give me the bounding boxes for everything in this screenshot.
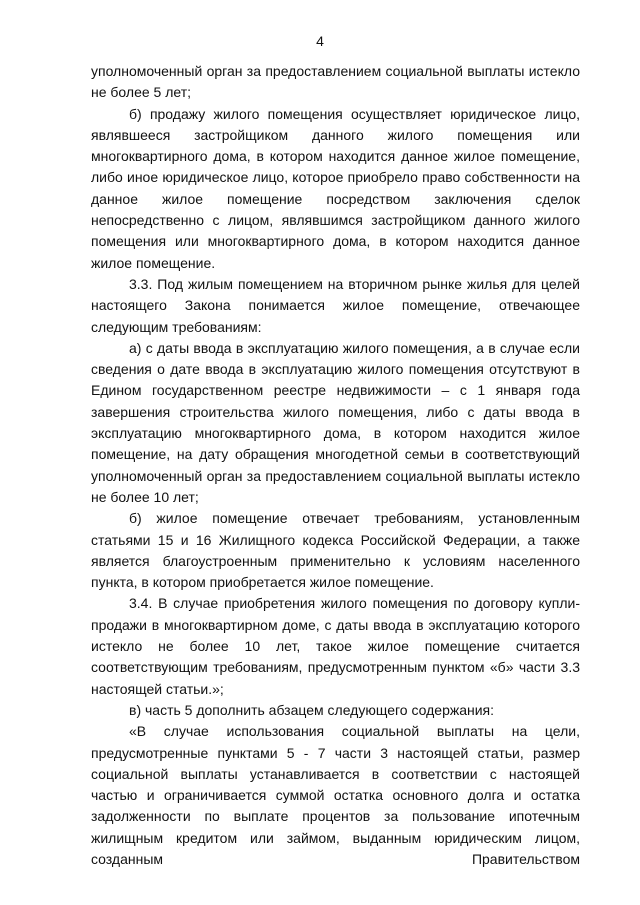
paragraph-3-3: 3.3. Под жилым помещением на вторичном рынке жилья для целей настоящего Закона понимается жилое помещение, отвечающее следующим требованиям: [91,275,580,335]
paragraph-item-v-part-5: в) часть 5 дополнить абзацем следующего содержания: [129,701,495,718]
page-number: 4 [316,33,324,49]
paragraph-continuation: уполномоченный орган за предоставлением социальной выплаты истекло не более 5 лет; [91,63,580,101]
document-body [91,61,580,870]
paragraph-item-b-requirements: б) жилое помещение отвечает требованиям, установленным статьями 15 и 16 Жилищного кодекса Российской Федерации, а также является благоустроенным применительно к условиям населенного пункта, в котором приобретается жилое помещение. [91,510,580,591]
paragraph-quoted-addition: «В случае использования социальной выплаты на цели, предусмотренные пунктами 5 - 7 части 3 настоящей статьи, размер социальной выплаты устанавливается в соответствии с настоящей частью и ограничивается суммой остатка основного долга и остатка задолженности по выплате процентов за пользование ипотечным жилищным кредитом или займом, выданным юридическим лицом, созданным Правительством [91,723,580,867]
paragraph-item-b-sale: б) продажу жилого помещения осуществляет юридическое лицо, являвшееся застройщиком данного жилого помещения или многоквартирного дома, в котором находится данное жилое помещение, либо иное юридическое лицо, которое приобрело право собственности на данное жилое помещение посредством заключения сделок непосредственно с лицом, являвшимся застройщиком данного жилого помещения или многоквартирного дома, в котором находится данное жилое помещение. [91,105,580,271]
paragraph-item-a-commissioning: а) с даты ввода в эксплуатацию жилого помещения, а в случае если сведения о дате ввода в эксплуатацию жилого помещения отсутствуют в Едином государственном реестре недвижимости – с 1 января года завершения строительства жилого помещения, либо с даты ввода в эксплуатацию многоквартирного дома, в котором находится жилое помещение, на дату обращения многодетной семьи в соответствующий уполномоченный орган за предоставлением социальной выплаты истекло не более 10 лет; [91,339,580,505]
paragraph-3-4: 3.4. В случае приобретения жилого помещения по договору купли-продажи в многоквартирном доме, с даты ввода в эксплуатацию которого истекло не более 10 лет, такое жилое помещение считается соответствующим требованиям, предусмотренным пунктом «б» части 3.3 настоящей статьи.»; [91,595,580,697]
